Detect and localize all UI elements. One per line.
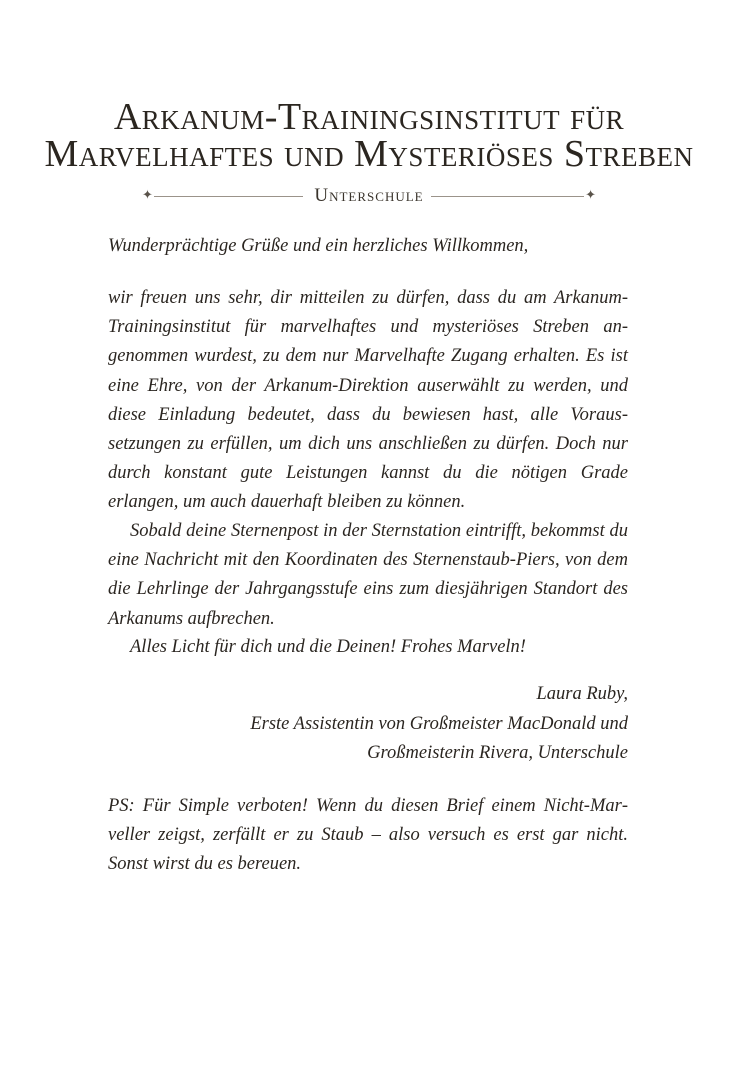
signature-role: Erste Assistentin von Großmeister MacDonald und	[250, 714, 628, 734]
letter-paragraph: Alles Licht für dich und die Deinen! Frohes Marveln!	[130, 637, 526, 657]
institute-title-line1: Arkanum-Trainingsinstitut für	[113, 96, 625, 138]
institute-title-line2: Marvelhaftes und Mysteriöses Streben	[44, 133, 694, 175]
star-ornament-icon: ✦	[585, 188, 596, 203]
signature-role: Großmeisterin Rivera, Unterschule	[367, 743, 628, 763]
section-divider	[140, 185, 598, 207]
letter-postscript: PS: Für Simple verboten! Wenn du diesen Brief einem Nicht-Marveller zeigst, zerfällt er zu Staub – also versuch es erst gar nicht. Sonst wirst du es bereuen.	[108, 796, 628, 875]
signature-name: Laura Ruby,	[536, 684, 628, 704]
divider-rule-right	[431, 196, 584, 197]
star-ornament-icon: ✦	[142, 188, 153, 203]
letter-paragraph: Sobald deine Sternenpost in der Sternstation eintrifft, bekommst du eine Nachricht mit den Koordinaten des Sternenstaub-Piers, von dem die Lehrlinge der Jahrgangsstufe eins zum diesjährigen Standort des Arkanums aufbrechen.	[108, 521, 628, 629]
section-subtitle: Unterschule	[314, 185, 424, 206]
letter-greeting: Wunderprächtige Grüße und ein herzliches Willkommen,	[108, 236, 529, 256]
letter-paragraph: wir freuen uns sehr, dir mitteilen zu dürfen, dass du am Arkanum-Trainingsinstitut für marvelhaftes und mysteriöses Streben angenommen wurdest, zu dem nur Marvelhafte Zugang erhalten. Es ist eine Ehre, von der Arkanum-Direktion auserwählt zu werden, und diese Einladung bedeutet, dass du bewiesen hast, alle Voraussetzungen zu erfüllen, um dich uns anschließen zu dürfen. Doch nur durch konstant gute Leistungen kannst du die nötigen Grade erlangen, um auch dauerhaft bleiben zu können.	[108, 288, 628, 513]
